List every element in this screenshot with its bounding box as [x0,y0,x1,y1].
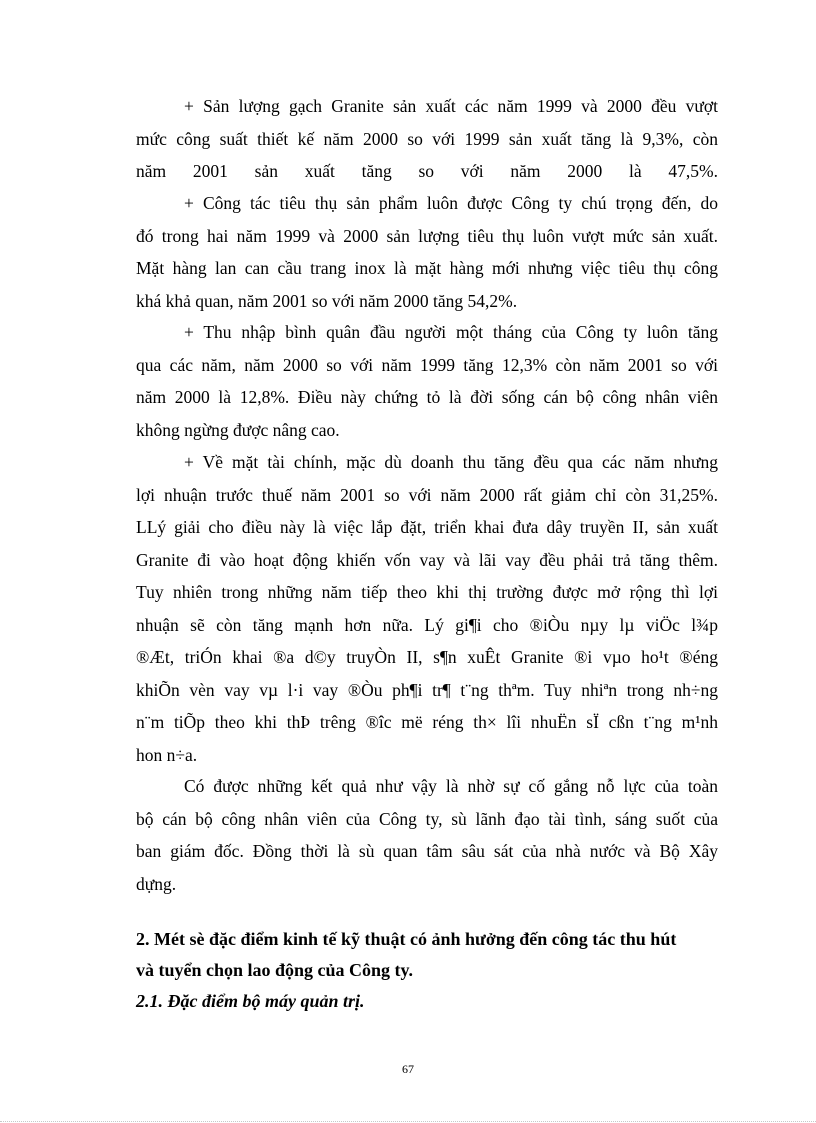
paragraph-finance [136,446,718,771]
text-line: Tuy nhiên trong những năm tiếp theo khi thị trường được mở rộng thì lợi [136,582,718,602]
text-line: đó trong hai năm 1999 và 2000 sản lượng tiêu thụ luôn vượt mức sản xuất. [136,225,718,246]
paragraph-sales [136,187,718,317]
text-line: Có được những kết quả như vậy là nhờ sự cố gắng nỗ lực của toàn [184,776,718,796]
text-line: mức công suất thiết kế năm 2000 so với 1999 sản xuất tăng là 9,3%, còn [136,128,718,149]
section-heading [136,924,736,986]
text-line: nhuận sẽ còn tăng mạnh hơn nữa. Lý gi¶i cho ®iÒu nµy lµ viÖc l¾p [136,614,718,635]
heading-line: và tuyển chọn lao động của Công ty. [136,960,414,980]
text-line: khiÕn vèn vay vµ l·i vay ®Òu ph¶i tr¶ t¨ng thªm. Tuy nhiªn trong nh÷ng [136,679,718,700]
text-line: không ngừng được nâng cao. [136,419,340,440]
page-number: 67 [402,1062,414,1076]
heading-line: 2. Mét sè đặc điểm kinh tế kỹ thuật có ảnh hưởng đến công tác thu hút [136,929,677,949]
subsection-heading: 2.1. Đặc điểm bộ máy quản trị. [136,991,365,1011]
paragraph-results [136,770,718,900]
text-line: năm 2000 là 12,8%. Điều này chứng tỏ là đời sống cán bộ công nhân viên [136,387,718,407]
text-line: dựng. [136,873,177,894]
page-bottom-divider [0,1121,816,1122]
text-line: + Thu nhập bình quân đầu người một tháng của Công ty luôn tăng [184,322,718,342]
paragraph-granite-output [136,90,718,188]
text-line: khá khả quan, năm 2001 so với năm 2000 tăng 54,2%. [136,290,518,311]
text-line: Granite đi vào hoạt động khiến vốn vay và lãi vay đều phải trả tăng thêm. [136,549,718,570]
text-line: ban giám đốc. Đồng thời là sù quan tâm sâu sát của nhà nước và Bộ Xây [136,841,718,861]
text-line: năm 2001 sản xuất tăng so với năm 2000 là 47,5%. [136,161,718,181]
text-line: LLý giải cho điều này là việc lắp đặt, triển khai đưa dây truyền II, sản xuất [136,517,718,537]
text-line: hon n÷a. [136,744,198,765]
text-line: n¨m tiÕp theo khi thÞ trêng ®îc më réng th× lîi nhuËn sÏ cßn t¨ng m¹nh [136,712,718,732]
text-line: bộ cán bộ công nhân viên của Công ty, sù lãnh đạo tài tình, sáng suốt của [136,808,718,829]
text-line: + Sản lượng gạch Granite sản xuất các năm 1999 và 2000 đều vượt [184,96,718,116]
text-line: + Công tác tiêu thụ sản phẩm luôn được Công ty chú trọng đến, do [184,193,718,213]
text-line: ®Æt, triÓn khai ®a d©y truyÒn II, s¶n xuÊt Granite ®i vµo ho¹t ®éng [136,647,718,667]
text-line: qua các năm, năm 2000 so với năm 1999 tăng 12,3% còn năm 2001 so với [136,354,718,375]
text-line: Mặt hàng lan can cầu trang inox là mặt hàng mới nhưng việc tiêu thụ công [136,258,718,278]
text-line: lợi nhuận trước thuế năm 2001 so với năm 2000 rất giảm chỉ còn 31,25%. [136,484,718,505]
paragraph-income [136,316,718,446]
text-line: + Về mặt tài chính, mặc dù doanh thu tăng đều qua các năm nhưng [184,452,718,472]
